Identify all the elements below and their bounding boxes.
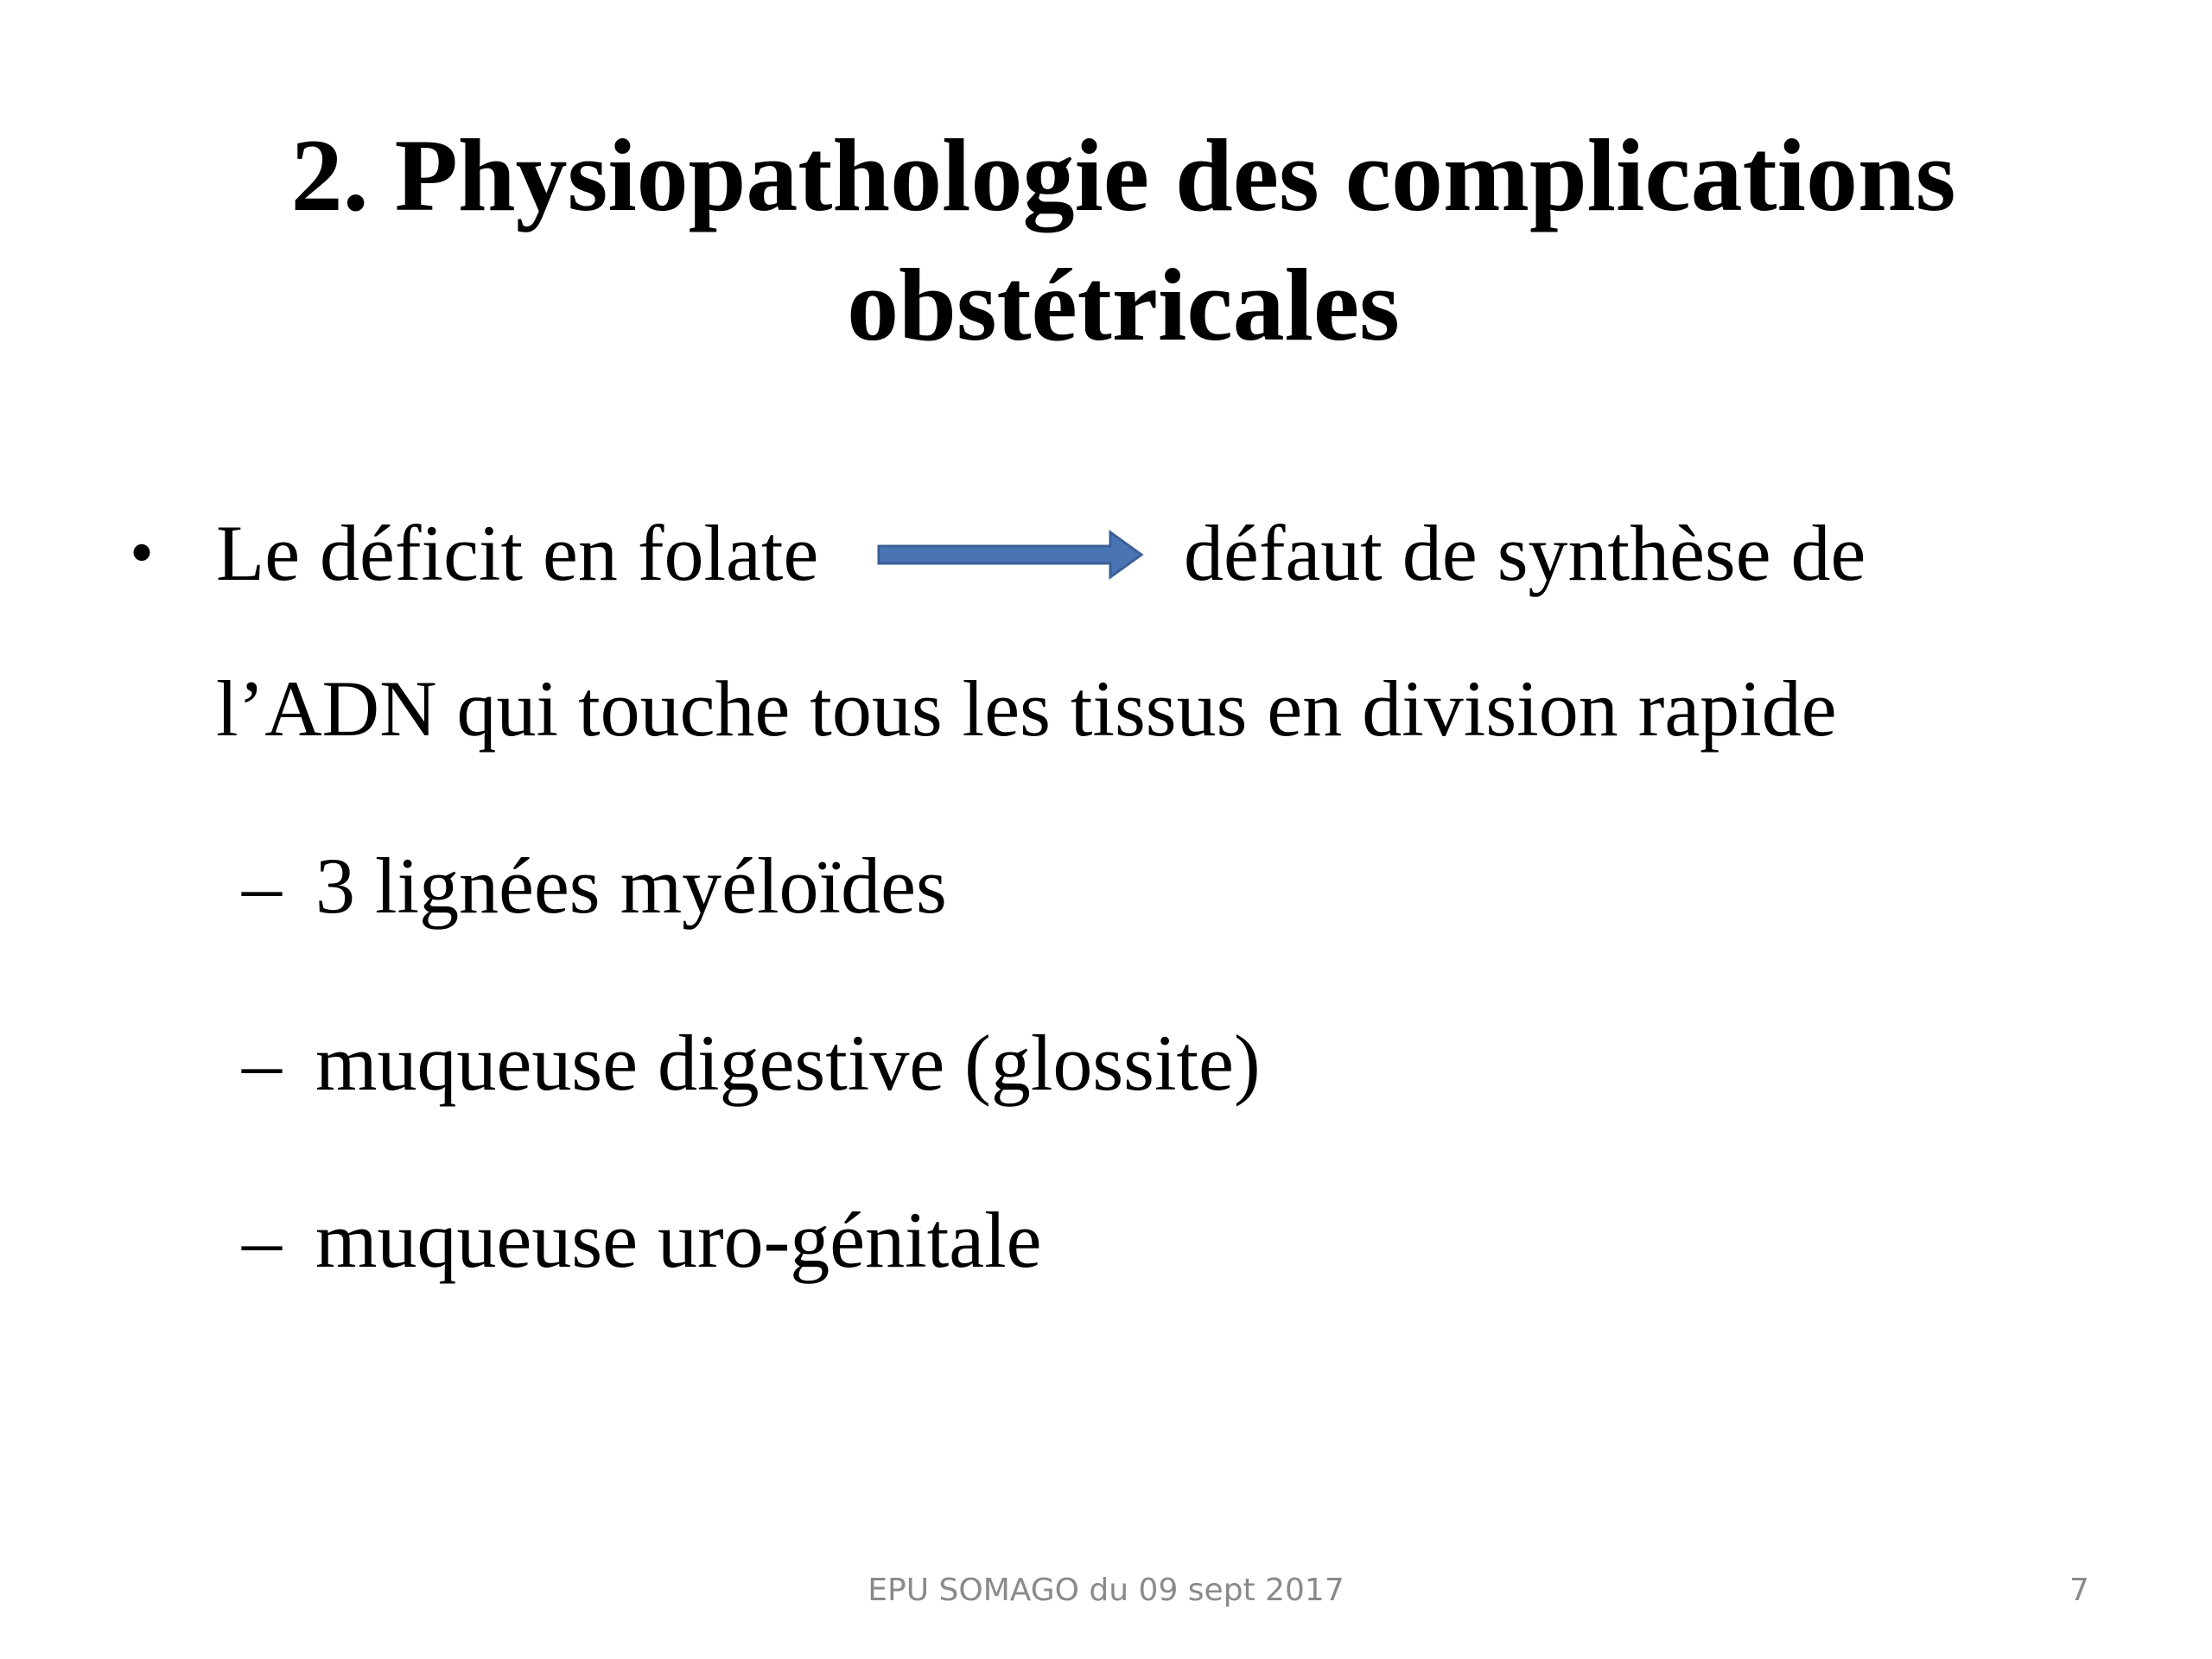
- slide-footer: EPU SOMAGO du 09 sept 2017: [868, 1573, 1344, 1608]
- sub-item-dash: –: [242, 1019, 282, 1107]
- sub-item-dash: –: [242, 1196, 282, 1284]
- sub-item-digestive-mucosa: [242, 1015, 1261, 1110]
- bullet-line-1: [216, 505, 1866, 601]
- slide-title-line2: obstétricales: [847, 247, 1400, 362]
- bullet-line-2: l’ADN qui touche tous les tissus en division rapide: [216, 664, 1837, 753]
- bullet-text-before-arrow: Le déficit en folate: [216, 509, 819, 597]
- page-number: 7: [2069, 1573, 2089, 1608]
- bullet-dot: •: [130, 515, 155, 591]
- slide-title-line1: 2. Physiopathologie des complications: [290, 118, 1956, 232]
- right-arrow-icon: [877, 529, 1145, 581]
- sub-item-text: 3 lignées myéloïdes: [315, 842, 947, 930]
- sub-item-urogenital-mucosa: [242, 1192, 1042, 1287]
- slide-title: [138, 111, 2108, 370]
- sub-item-text: muqueuse uro-génitale: [315, 1196, 1042, 1284]
- sub-item-myeloid-lines: [242, 838, 947, 933]
- sub-item-dash: –: [242, 842, 282, 930]
- sub-item-text: muqueuse digestive (glossite): [315, 1019, 1261, 1107]
- bullet-text-after-arrow: défaut de synthèse de: [1184, 509, 1866, 597]
